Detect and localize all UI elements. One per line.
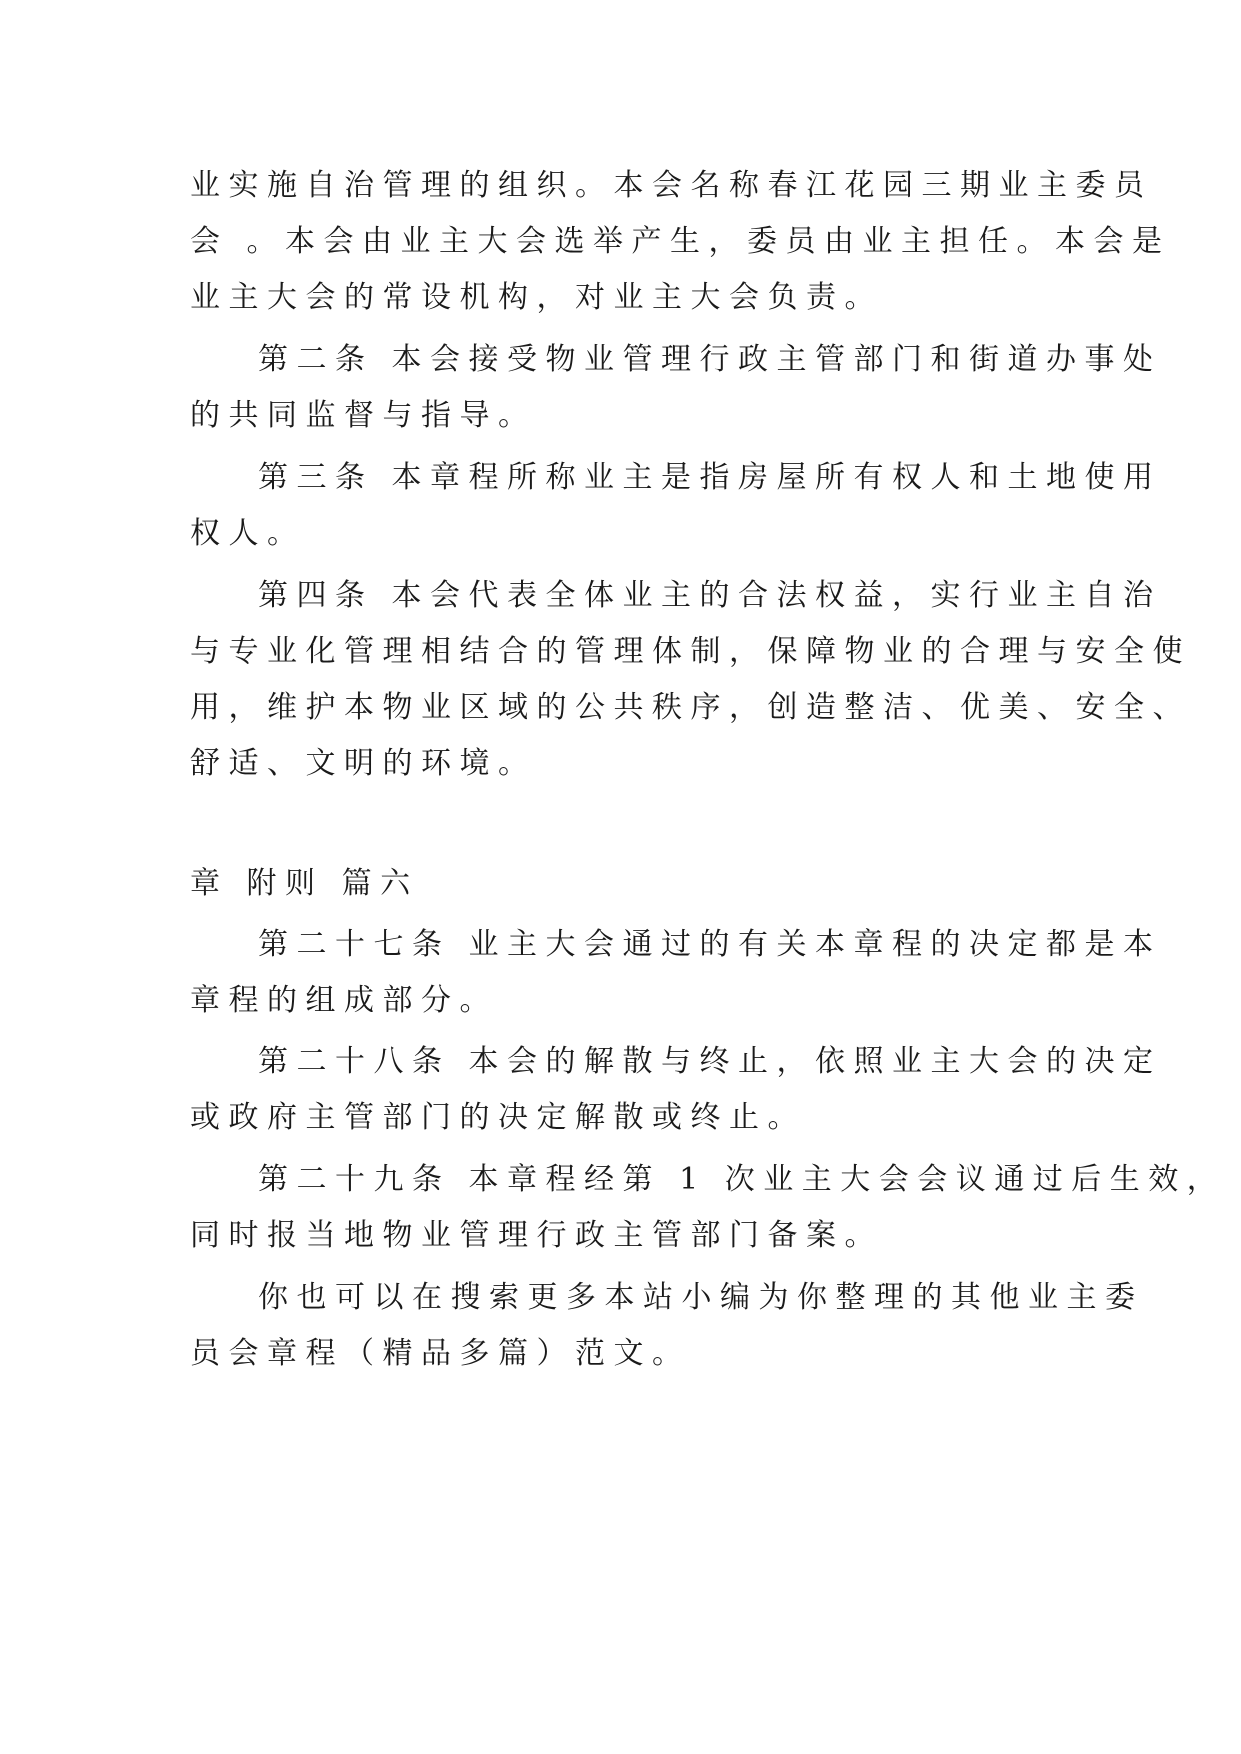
- article-29: 第二十九条 本章程经第 1 次业主大会会议通过后生效，: [258, 1162, 1226, 1197]
- article-4: 第四条 本会代表全体业主的合法权益，实行业主自治: [258, 578, 1162, 613]
- article-3: 第三条 本章程所称业主是指房屋所有权人和土地使用: [258, 460, 1162, 495]
- text-line: 业主大会的常设机构，对业主大会负责。: [190, 280, 883, 315]
- text-line: 业实施自治管理的组织。本会名称春江花园三期业主委员: [190, 168, 1153, 203]
- text-line: 用，维护本物业区域的公共秩序，创造整洁、优美、安全、: [190, 690, 1191, 725]
- text-line: 员会章程（精品多篇）范文。: [190, 1336, 691, 1371]
- article-28: 第二十八条 本会的解散与终止，依照业主大会的决定: [258, 1044, 1162, 1079]
- text-line: 的共同监督与指导。: [190, 398, 537, 433]
- text-line: 或政府主管部门的决定解散或终止。: [190, 1100, 806, 1135]
- closing-note: 你也可以在搜索更多本站小编为你整理的其他业主委: [258, 1280, 1144, 1315]
- text-line: 舒适、文明的环境。: [190, 746, 537, 781]
- article-2: 第二条 本会接受物业管理行政主管部门和街道办事处: [258, 342, 1162, 377]
- text-line: 会 。本会由业主大会选举产生，委员由业主担任。本会是: [190, 224, 1171, 259]
- article-27: 第二十七条 业主大会通过的有关本章程的决定都是本: [258, 927, 1162, 962]
- text-line: 与专业化管理相结合的管理体制，保障物业的合理与安全使: [190, 634, 1191, 669]
- text-line: 章程的组成部分。: [190, 983, 498, 1018]
- text-line: 同时报当地物业管理行政主管部门备案。: [190, 1218, 883, 1253]
- text-line: 权人。: [190, 516, 306, 551]
- section-heading: 章 附则 篇六: [190, 866, 419, 901]
